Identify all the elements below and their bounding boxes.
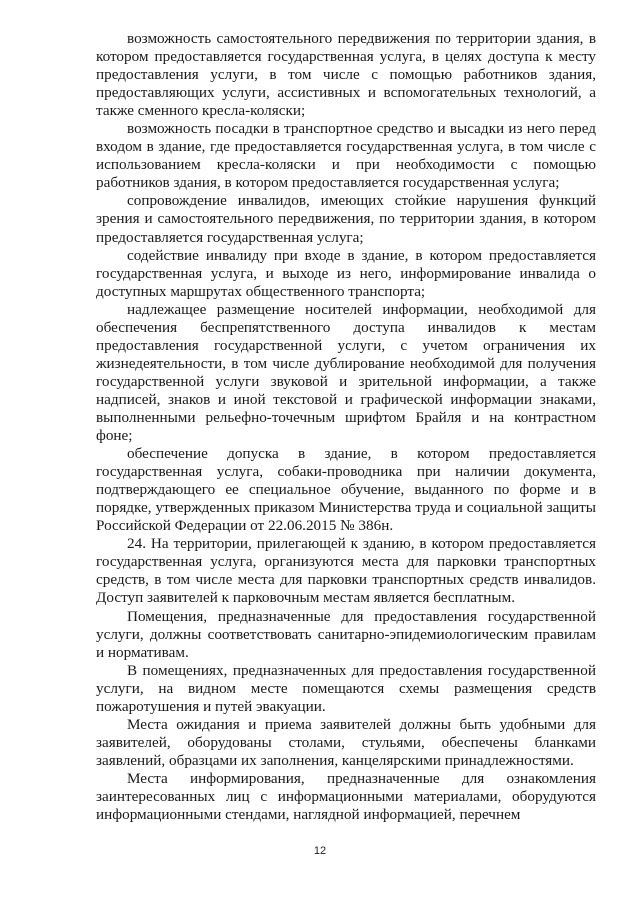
paragraph-premises-sanitary: Помещения, предназначенные для предоставления государственной услуги, должны соответствовать санитарно-эпидемиологическим правилам и нормативам.	[96, 607, 596, 661]
paragraph-escort: сопровождение инвалидов, имеющих стойкие нарушения функций зрения и самостоятельного передвижения, по территории здания, в котором предоставляется государственная услуга;	[96, 192, 596, 246]
page-number: 12	[313, 845, 327, 857]
paragraph-mobility: возможность самостоятельного передвижения по территории здания, в котором предоставляется государственная услуга, в целях доступа к месту предоставления услуги, в том числе с помощью работников здания, предоставляющих услуги, ассистивных и вспомогательных технологий, а также сменного кресла-коляски;	[96, 30, 596, 120]
paragraph-parking: 24. На территории, прилегающей к зданию, в котором предоставляется государственная услуга, организуются места для парковки транспортных средств, в том числе места для парковки транспортных средств инвалидов. Доступ заявителей к парковочным местам является бесплатным.	[96, 535, 596, 607]
paragraph-entrance-assistance: содействие инвалиду при входе в здание, в котором предоставляется государственная услуга, и выходе из него, информирование инвалида о доступных маршрутах общественного транспорта;	[96, 246, 596, 300]
paragraph-information-areas: Места информирования, предназначенные для ознакомления заинтересованных лиц с информационными материалами, оборудуются информационными стендами, наглядной информацией, перечнем	[96, 769, 596, 824]
paragraph-evacuation-schemes: В помещениях, предназначенных для предоставления государственной услуги, на видном месте помещаются схемы размещения средств пожаротушения и путей эвакуации.	[96, 661, 596, 715]
document-body	[96, 30, 596, 824]
paragraph-information-placement: надлежащее размещение носителей информации, необходимой для обеспечения беспрепятственного доступа инвалидов к местам предоставления государственной услуги, с учетом ограничения их жизнедеятельности, в том числе дублирование необходимой для получения государственной услуги звуковой и зрительной информации, а также надписей, знаков и иной текстовой и графической информации знаками, выполненными рельефно-точечным шрифтом Брайля и на контрастном фоне;	[96, 300, 596, 445]
paragraph-transport-boarding: возможность посадки в транспортное средство и высадки из него перед входом в здание, где предоставляется государственная услуга, в том числе с использованием кресла-коляски и при необходимости с помощью работников здания, в котором предоставляется государственная услуга;	[96, 120, 596, 192]
paragraph-guide-dog: обеспечение допуска в здание, в котором предоставляется государственная услуга, собаки-проводника при наличии документа, подтверждающего ее специальное обучение, выданного по форме и в порядке, утвержденных приказом Министерства труда и социальной защиты Российской Федерации от 22.06.2015 № 386н.	[96, 445, 596, 535]
paragraph-waiting-areas: Места ожидания и приема заявителей должны быть удобными для заявителей, оборудованы столами, стульями, обеспечены бланками заявлений, образцами их заполнения, канцелярскими принадлежностями.	[96, 715, 596, 769]
